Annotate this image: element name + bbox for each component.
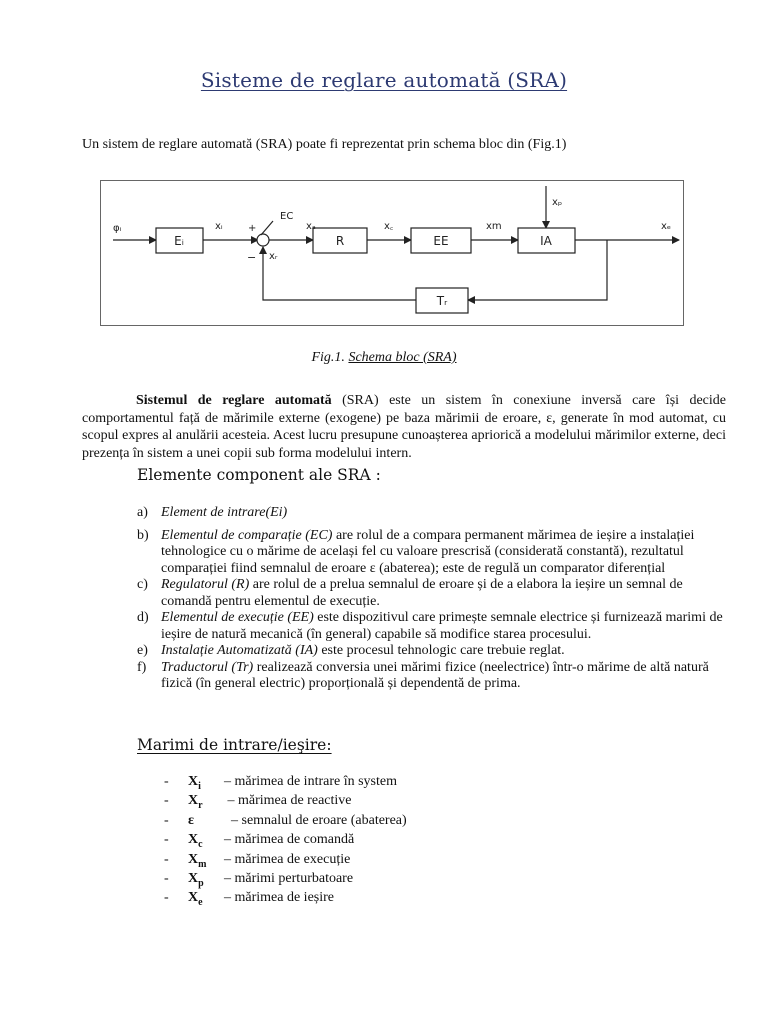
block-ee-label: EE [433, 234, 449, 248]
item-term: Instalație Automatizată (IA) [161, 643, 318, 658]
signal-xc-label: x꜀ [384, 221, 394, 232]
quantity-desc: – mărimea de ieșire [224, 890, 335, 906]
quantity-row [164, 811, 407, 830]
signal-input-label: φᵢ [113, 223, 122, 234]
block-ia-label: IA [540, 234, 552, 248]
item-term: Elementul de comparație (EC) [161, 527, 333, 543]
signal-xi-label: xᵢ [215, 221, 223, 232]
quantity-symbol: ε [188, 812, 194, 828]
block-diagram-frame [100, 180, 684, 326]
item-term: Element de intrare(Ei) [161, 505, 288, 520]
quantity-desc: – mărimea de execuție [224, 851, 351, 867]
page-title: Sisteme de reglare automată (SRA) [200, 68, 568, 92]
quantity-symbol: $X_m$ [188, 851, 207, 870]
dash: - [164, 890, 169, 906]
list-item [137, 528, 727, 578]
item-text: realizează conversia unei mărimi fizice (neelectrice) într-o mărime de altă natură fizică (în general electric) proporțională și dependentă de prima. [161, 659, 709, 691]
dash: - [164, 793, 169, 809]
item-label: e) [137, 643, 148, 658]
item-term: Regulatorul (R) [161, 577, 250, 592]
block-tr-label: Tᵣ [436, 294, 448, 308]
comparator-plus: + [248, 223, 257, 234]
comparator-ec-label: EC [280, 211, 294, 222]
item-text: are rolul de a compara permanent mărimea de ieșire a instalației tehnologice cu o mărime de același fel cu valoare prescrisă (considerată constantă), rezultatul comparației fiind semnalul de eroare ε (abaterea); este de regulă un comparator diferențial [161, 527, 695, 576]
dash: - [164, 774, 169, 789]
list-item [137, 643, 727, 660]
elements-list [137, 505, 727, 693]
quantity-desc: – mărimi perturbatoare [224, 870, 354, 886]
item-text: are rolul de a prelua semnalul de eroare și de a elabora la ieșire un semnal de comandă pentru elementul de execuție. [161, 577, 683, 609]
item-text: este procesul tehnologic care trebuie reglat. [317, 643, 565, 658]
comparator-lead [261, 221, 273, 235]
dash: - [164, 832, 169, 848]
quantities-heading: Marimi de intrare/ieşire: [137, 736, 332, 754]
comparator-ec [257, 234, 269, 246]
item-term: Elementul de execuție (EE) [161, 610, 314, 625]
signal-xe-label: xₑ [661, 221, 672, 232]
item-label: f) [137, 659, 147, 675]
quantity-row [164, 888, 407, 907]
dash: - [164, 870, 169, 886]
block-r-label: R [335, 234, 345, 248]
signal-xm-label: xm [486, 221, 502, 232]
quantity-desc: – semnalul de eroare (abaterea) [224, 812, 407, 828]
quantity-desc: – mărimea de intrare în system [224, 774, 397, 789]
caption-prefix: Fig.1. [311, 350, 349, 365]
elements-heading: Elemente component ale SRA : [137, 466, 381, 484]
quantity-symbol: $X_e$ [188, 890, 203, 909]
quantity-row [164, 869, 407, 888]
item-label: a) [137, 505, 148, 520]
quantity-symbol: $X_i$ [188, 774, 201, 792]
quantity-row [164, 830, 407, 849]
quantity-row [164, 791, 407, 810]
list-item [137, 577, 727, 610]
item-text: este dispozitivul care primește semnale electrice și furnizează marimi de ieșire de natură mecanică (în general) capabile să modifice starea procesului. [161, 610, 723, 642]
quantity-symbol: $X_p$ [188, 870, 204, 889]
comparator-minus: − [247, 251, 257, 264]
figure-caption [0, 350, 768, 366]
line-feedback-in [263, 247, 416, 300]
item-term: Traductorul (Tr) [161, 659, 254, 675]
list-item [137, 610, 727, 643]
list-item [137, 505, 727, 522]
intro-paragraph [82, 392, 726, 462]
block-diagram [101, 181, 685, 327]
signal-xr-label: xᵣ [269, 251, 278, 262]
quantity-row [164, 772, 407, 791]
quantities-list [164, 772, 407, 908]
dash: - [164, 851, 169, 867]
dash: - [164, 812, 169, 828]
list-item [137, 660, 727, 693]
intro-text: Un sistem de reglare automată (SRA) poate fi reprezentat prin schema bloc din (Fig.1) [82, 137, 567, 152]
item-label: c) [137, 577, 148, 592]
signal-xp-label: xₚ [552, 197, 563, 208]
quantity-row [164, 850, 407, 869]
quantity-symbol: $X_r$ [188, 793, 203, 812]
paragraph-bold: Sistemul de reglare automată [136, 393, 332, 408]
quantity-symbol: $X_c$ [188, 832, 203, 850]
block-ei-label: Eᵢ [174, 234, 184, 248]
item-label: d) [137, 610, 149, 625]
quantity-desc: – mărimea de reactive [224, 793, 352, 809]
item-label: b) [137, 527, 149, 543]
paragraph-text: (SRA) este un sistem în conexiune inversă care își decide comportamentul față de mărimile externe (exogene) pe baza mărimii de eroare, ε, generate în mod automat, cu scopul expres al anulării acesteia. Acest lucru presupune cunoașterea apriorică a modelului mărimilor externe, deci prezența în sistem a unei copii sub forma modelului intern. [82, 393, 726, 461]
signal-xa-label: xₐ [306, 221, 316, 232]
caption-text: Schema bloc (SRA) [348, 350, 457, 365]
quantity-desc: – mărimea de comandă [224, 832, 355, 848]
